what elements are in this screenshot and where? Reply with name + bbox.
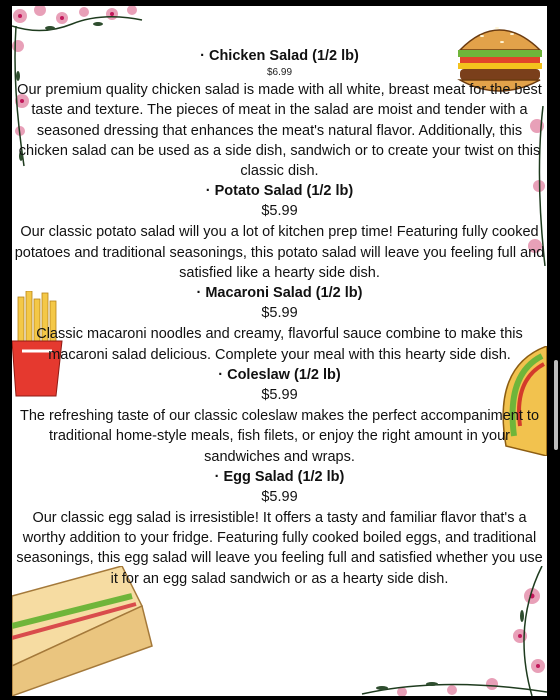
menu-page [12,6,547,696]
item-title: · Macaroni Salad (1/2 lb) [196,285,363,302]
item-price: $5.99 [261,386,298,403]
item-title: · Coleslaw (1/2 lb) [218,366,341,383]
menu-item-macaroni-salad [12,283,547,365]
menu-item-coleslaw [12,365,547,467]
menu-item-potato-salad [12,181,547,283]
item-title: · Chicken Salad (1/2 lb) [200,48,359,64]
item-title: · Potato Salad (1/2 lb) [205,183,354,200]
item-description: The refreshing taste of our classic coleslaw makes the perfect accompaniment to traditional home-style meals, fish filets, or enjoy the right amount in your sandwiches and wraps. [19,407,540,465]
scrollbar[interactable] [554,360,558,450]
item-price: $5.99 [261,305,298,322]
menu-item-egg-salad [12,467,547,589]
menu-list [12,46,547,589]
item-description: Our classic egg salad is irresistible! It offers a tasty and familiar flavor that's a worthy addition to your fridge. Featuring fully cooked boiled eggs, and traditional seasonings, this egg salad will leave you feeling full and satisfied whether you use it for an egg salad sandwich or as a hearty side dish. [16,509,543,587]
item-description: Classic macaroni noodles and creamy, flavorful sauce combine to make this macaroni salad delicious. Complete your meal with this hearty side dish. [36,326,523,363]
item-price: $5.99 [261,488,298,505]
item-price: $5.99 [261,203,298,220]
item-description: Our premium quality chicken salad is made with all white, breast meat for the best taste and texture. The pieces of meat in the salad are moist and tender with a seasoned dressing that enhances the meat's natural flavor. Additionally, this chicken salad can be used as a side dish, sandwich or to create your twist on this classic dish. [17,82,542,180]
menu-item-chicken-salad [12,46,547,181]
item-description: Our classic potato salad will you a lot of kitchen prep time! Featuring fully cooked potatoes and traditional seasonings, this potato salad will leave you feeling full and satisfied like a hearty side dish. [14,224,545,282]
item-title: · Egg Salad (1/2 lb) [214,468,345,485]
item-price: $6.99 [266,67,293,78]
